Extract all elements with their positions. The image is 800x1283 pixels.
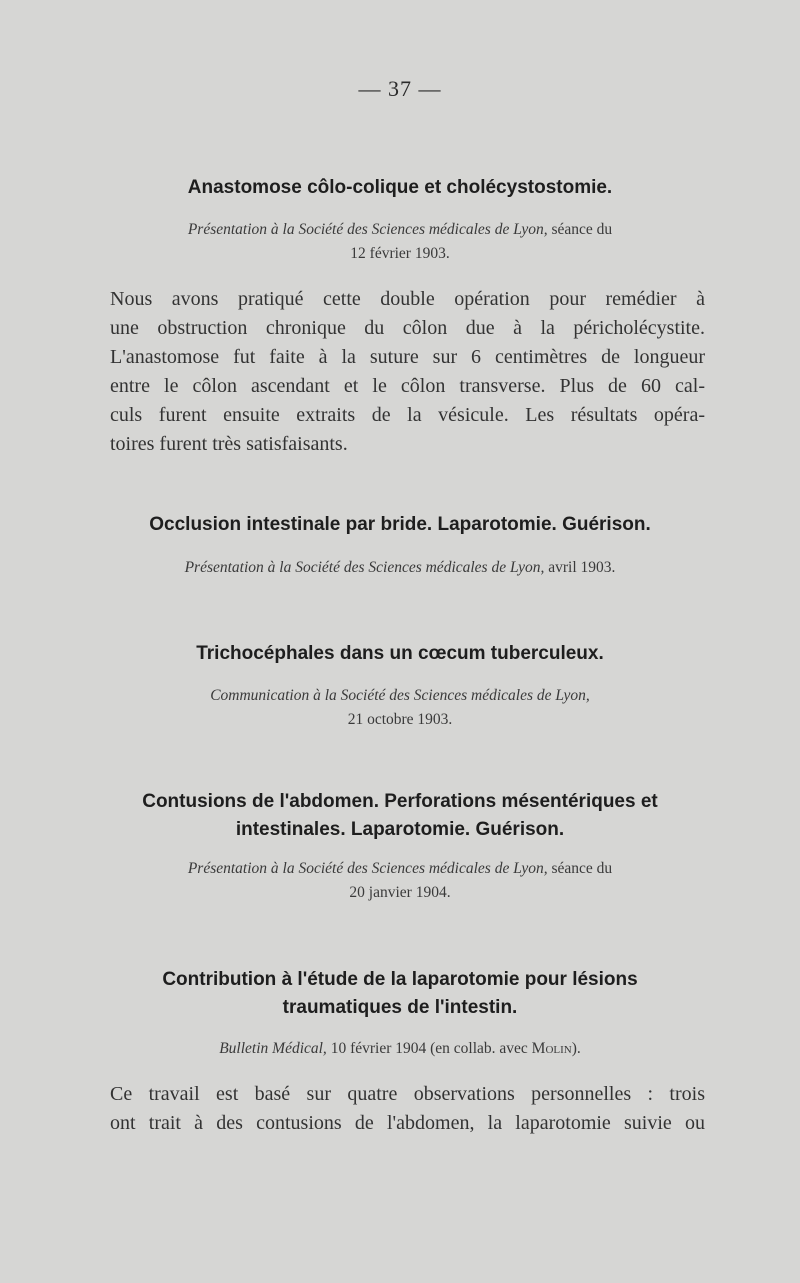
- section-4-title-line1: Contusions de l'abdomen. Perforations mésentériques et: [142, 791, 658, 812]
- section-5-title-line1: Contribution à l'étude de la laparotomie pour lésions: [162, 969, 638, 990]
- section-3-title: Trichocéphales dans un cœcum tuberculeux.: [196, 643, 604, 664]
- paragraph-2-line: Ce travail est basé sur quatre observations personnelles : trois: [110, 1083, 705, 1105]
- section-4-source: [88, 857, 712, 905]
- paragraph-1-line: L'anastomose fut faite à la suture sur 6 centimètres de longueur: [110, 346, 705, 368]
- section-1-source: [88, 218, 712, 266]
- section-2-source-italic: Présentation à la Société des Sciences médicales de Lyon,: [184, 559, 545, 576]
- section-5-source-rest: 10 février 1904 (en collab. avec: [326, 1040, 532, 1057]
- section-5-title: [80, 966, 720, 1022]
- section-4-title-line2: intestinales. Laparotomie. Guérison.: [235, 819, 565, 840]
- section-2-source-rest: avril 1903.: [544, 559, 616, 576]
- paragraph-1-line: Nous avons pratiqué cette double opération pour remédier à: [110, 288, 705, 310]
- section-2-title: Occlusion intestinale par bride. Laparotomie. Guérison.: [149, 514, 651, 535]
- paragraph-2-line: ont trait à des contusions de l'abdomen, la laparotomie suivie ou: [110, 1112, 705, 1134]
- paragraph-1-line: entre le côlon ascendant et le côlon transverse. Plus de 60 cal-: [110, 375, 705, 397]
- section-4-source-rest: séance du: [547, 860, 613, 877]
- section-1-source-italic: Présentation à la Société des Sciences médicales de Lyon,: [187, 221, 548, 238]
- paragraph-2: [110, 1080, 705, 1138]
- paragraph-1-line: culs furent ensuite extraits de la vésicule. Les résultats opéra-: [110, 404, 705, 426]
- page-number: — 37 —: [358, 76, 442, 101]
- paragraph-1-line: toires furent très satisfaisants.: [110, 433, 348, 455]
- section-4-title: [70, 788, 730, 844]
- section-5-source-end: ).: [571, 1040, 581, 1057]
- paragraph-1: [110, 285, 705, 459]
- section-3-source-italic: Communication à la Société des Sciences médicales de Lyon,: [210, 687, 590, 704]
- section-5-source-italic: Bulletin Médical,: [219, 1040, 327, 1057]
- section-4-source-line2: 20 janvier 1904.: [349, 884, 451, 901]
- section-1-title: Anastomose côlo-colique et cholécystostomie.: [187, 177, 613, 198]
- section-5-title-line2: traumatiques de l'intestin.: [282, 997, 518, 1018]
- paragraph-1-line: une obstruction chronique du côlon due à la péricholécystite.: [110, 317, 705, 339]
- section-5-source: [88, 1037, 712, 1061]
- section-3-source-line2: 21 octobre 1903.: [347, 711, 453, 728]
- section-1-source-line2: 12 février 1903.: [350, 245, 450, 262]
- section-2-source: [60, 556, 740, 580]
- section-4-source-italic: Présentation à la Société des Sciences médicales de Lyon,: [187, 860, 548, 877]
- section-1-source-rest: séance du: [547, 221, 613, 238]
- section-5-source-author: Molin: [531, 1040, 572, 1057]
- section-3-source: [88, 684, 712, 732]
